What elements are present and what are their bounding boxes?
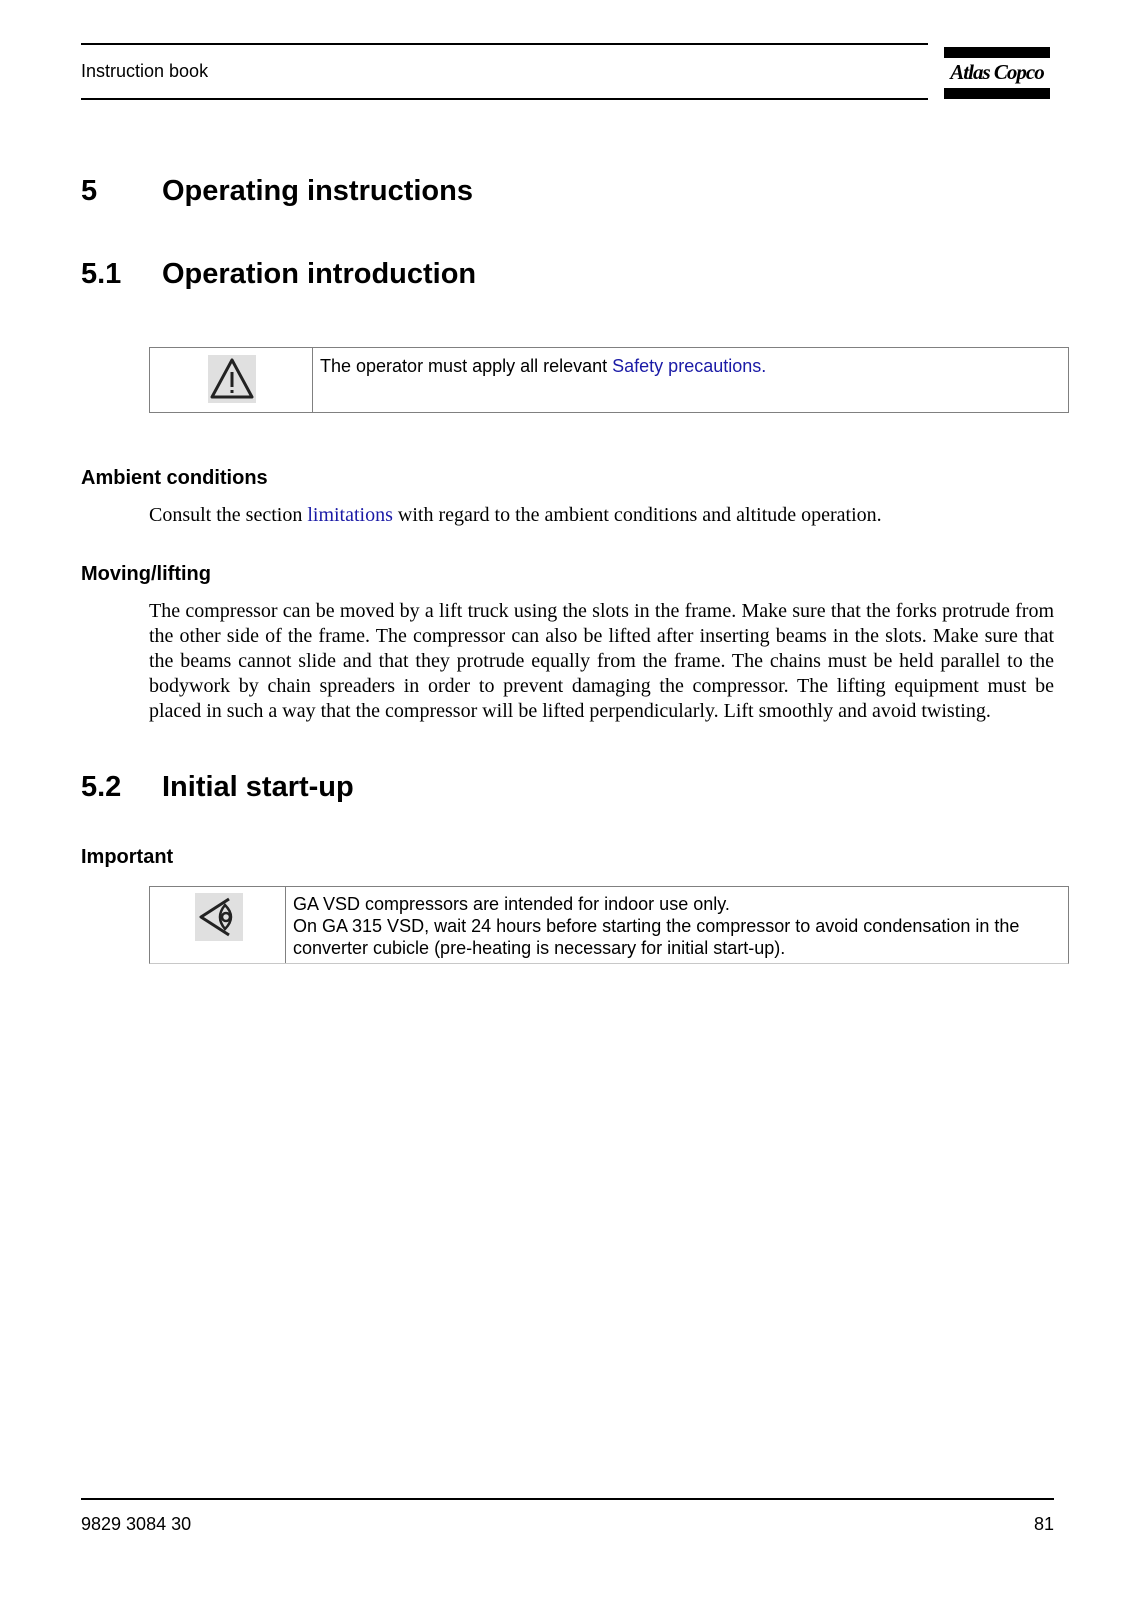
section-title: Operating instructions bbox=[162, 175, 473, 207]
moving-lifting-text: The compressor can be moved by a lift truck using the slots in the frame. Make sure that the forks protrude from the other side of the frame. The compressor can also be lifted after inserting beams in the slots. Make sure that the beams cannot slide and that they protrude equally from the frame. The chains must be held parallel to the bodywork by chain spreaders in order to prevent damaging the compressor. The lifting equipment must be placed in such a way that the compressor will be lifted perpendicularly. Lift smoothly and avoid twisting. bbox=[149, 600, 1054, 722]
section-number: 5.1 bbox=[81, 258, 122, 290]
important-line-2: On GA 315 VSD, wait 24 hours before starting the compressor to avoid condensation in the bbox=[293, 916, 1020, 936]
header-top-rule bbox=[81, 43, 928, 45]
important-note bbox=[149, 886, 1069, 964]
section-number: 5 bbox=[81, 175, 98, 207]
safety-precautions-link[interactable]: Safety precautions. bbox=[612, 356, 767, 376]
section-number: 5.2 bbox=[81, 771, 122, 803]
page-number: 81 bbox=[1033, 1514, 1054, 1534]
section-title: Initial start-up bbox=[162, 771, 354, 803]
header-title: Instruction book bbox=[81, 61, 209, 81]
section-5-heading bbox=[81, 175, 473, 208]
warning-note bbox=[149, 347, 1069, 413]
atlas-copco-logo: Atlas Copco bbox=[944, 47, 1050, 99]
important-heading: Important bbox=[81, 846, 174, 868]
warning-triangle-icon bbox=[208, 355, 256, 403]
header-bottom-rule bbox=[81, 98, 928, 100]
important-line-3: converter cubicle (pre-heating is necessary for initial start-up). bbox=[293, 938, 786, 958]
section-5-2-heading bbox=[81, 771, 354, 804]
document-number: 9829 3084 30 bbox=[81, 1514, 192, 1534]
ambient-conditions-text: Consult the section limitations with regard to the ambient conditions and altitude operation. bbox=[149, 504, 882, 526]
section-5-1-heading bbox=[81, 258, 476, 291]
eye-attention-icon bbox=[195, 893, 243, 941]
ambient-conditions-heading: Ambient conditions bbox=[81, 467, 268, 489]
moving-lifting-heading: Moving/lifting bbox=[81, 563, 211, 585]
limitations-link[interactable]: limitations bbox=[307, 504, 393, 526]
footer-rule bbox=[81, 1498, 1054, 1500]
warning-text: The operator must apply all relevant bbox=[320, 356, 613, 376]
section-title: Operation introduction bbox=[162, 258, 477, 290]
important-line-1: GA VSD compressors are intended for indoor use only. bbox=[293, 894, 730, 914]
